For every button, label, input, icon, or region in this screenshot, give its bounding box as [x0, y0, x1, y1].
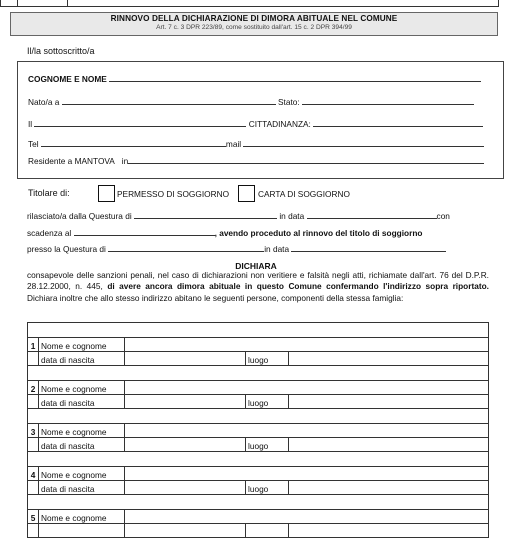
member-name-label: Nome e cognome [39, 467, 125, 481]
member-number: 1 [28, 338, 39, 352]
name-field[interactable] [109, 74, 481, 82]
declaration-text-part1: consapevole delle sanzioni penali, nel caso di dichiarazioni non veritiere e falsità negli atti, richiamate dall'art. 76 del D.P.R. 28.12.2000, n. 445, [27, 270, 489, 292]
state-field[interactable] [302, 97, 474, 105]
member-birthdate-label: data di nascita [39, 352, 125, 366]
member-birthdate-field[interactable] [125, 438, 246, 452]
table-spacer [28, 323, 489, 338]
member-birthplace-field[interactable] [289, 481, 489, 495]
renewal-date-label: in data [264, 244, 290, 254]
issuing-office-field[interactable] [134, 211, 277, 219]
birthdate-label: Il [28, 119, 33, 129]
table-row [28, 352, 489, 366]
tel-field[interactable] [41, 139, 226, 147]
table-spacer [28, 366, 489, 381]
table-row [28, 438, 489, 452]
declaration-text-part2: Dichiara inoltre che allo stesso indirizzo abitano le seguenti persone, componenti della stessa famiglia: [27, 292, 404, 303]
name-label: COGNOME E NOME [28, 74, 107, 84]
table-spacer [28, 495, 489, 510]
member-number: 2 [28, 381, 39, 395]
form-legal-reference: Art. 7 c. 3 DPR 223/89, come sostituito dall'art. 15 c. 2 DPR 394/99 [156, 24, 352, 31]
undersigned-label: Il/la sottoscritto/a [27, 46, 95, 56]
expiry-label: scadenza al [27, 228, 72, 238]
form-header [10, 12, 498, 36]
table-row [28, 424, 489, 438]
table-divider [67, 0, 68, 6]
member-name-field[interactable] [125, 381, 489, 395]
expiry-field[interactable] [74, 228, 215, 236]
member-name-label: Nome e cognome [39, 510, 125, 524]
row-birthplace [28, 97, 474, 107]
issued-row [27, 211, 450, 221]
row-contacts [28, 139, 484, 149]
expiry-row [27, 228, 422, 238]
identity-box [17, 61, 504, 179]
row-residence [28, 156, 484, 166]
tel-label: Tel [28, 139, 39, 149]
holder-label: Titolare di: [28, 188, 70, 198]
member-birthplace-label: luogo [246, 481, 289, 495]
member-birthplace-label: luogo [246, 395, 289, 409]
row-name [28, 74, 481, 84]
member-birthplace-field[interactable] [289, 395, 489, 409]
renewal-office-row [27, 244, 446, 254]
table-row [28, 524, 489, 538]
renewal-date-field[interactable] [291, 244, 446, 252]
table-row [28, 338, 489, 352]
member-number: 5 [28, 510, 39, 524]
member-number: 3 [28, 424, 39, 438]
issued-by-label: rilasciato/a dalla Questura di [27, 211, 132, 221]
declaration-text [27, 270, 489, 304]
table-row [28, 381, 489, 395]
issue-date-field[interactable] [307, 211, 437, 219]
member-birthplace-label: luogo [246, 352, 289, 366]
table-divider [17, 0, 18, 6]
member-birthplace-field[interactable] [289, 438, 489, 452]
member-name-field[interactable] [125, 467, 489, 481]
residence-in-label: in [121, 156, 129, 166]
top-cut-table [0, 0, 499, 7]
birthdate-field[interactable] [34, 119, 246, 127]
table-row [28, 395, 489, 409]
renewal-office-label: presso la Questura di [27, 244, 106, 254]
residence-label: Residente a MANTOVA [28, 156, 115, 166]
member-birthdate-label: data di nascita [39, 395, 125, 409]
table-row [28, 481, 489, 495]
member-birthdate-label: data di nascita [39, 481, 125, 495]
renewal-statement: , avendo proceduto al rinnovo del titolo di soggiorno [214, 228, 423, 238]
state-label: Stato: [278, 97, 300, 107]
declaration-bold: di avere ancora dimora abituale in questo Comune confermando l'indirizzo sopra riportato. [107, 281, 489, 292]
citizenship-label: CITTADINANZA: [248, 119, 311, 129]
with-label: con [436, 211, 450, 221]
mail-field[interactable] [243, 139, 484, 147]
table-spacer [28, 452, 489, 467]
family-members-table [27, 322, 489, 538]
address-field[interactable] [128, 156, 484, 164]
member-birthdate-label: data di nascita [39, 438, 125, 452]
member-name-label: Nome e cognome [39, 338, 125, 352]
table-row [28, 467, 489, 481]
member-birthdate-field[interactable] [125, 481, 246, 495]
birthplace-label: Nato/a a [28, 97, 60, 107]
member-birthplace-label: luogo [246, 438, 289, 452]
row-birthdate [28, 119, 483, 129]
table-spacer [28, 409, 489, 424]
member-name-field[interactable] [125, 338, 489, 352]
member-birthdate-field[interactable] [125, 395, 246, 409]
form-title: RINNOVO DELLA DICHIARAZIONE DI DIMORA ABITUALE NEL COMUNE [110, 14, 398, 23]
member-birthdate-field[interactable] [125, 352, 246, 366]
issue-date-label: in data [279, 211, 305, 221]
member-number: 4 [28, 467, 39, 481]
citizenship-field[interactable] [313, 119, 483, 127]
residence-card-checkbox[interactable] [238, 185, 255, 202]
renewal-office-field[interactable] [108, 244, 264, 252]
member-name-label: Nome e cognome [39, 381, 125, 395]
birthplace-field[interactable] [62, 97, 276, 105]
member-name-field[interactable] [125, 424, 489, 438]
residence-permit-label: PERMESSO DI SOGGIORNO [117, 189, 230, 199]
member-name-label: Nome e cognome [39, 424, 125, 438]
mail-label: mail [225, 139, 242, 149]
residence-card-label: CARTA DI SOGGIORNO [258, 189, 350, 199]
declaration-heading: DICHIARA [235, 261, 277, 271]
member-birthplace-field[interactable] [289, 352, 489, 366]
residence-permit-checkbox[interactable] [98, 185, 115, 202]
